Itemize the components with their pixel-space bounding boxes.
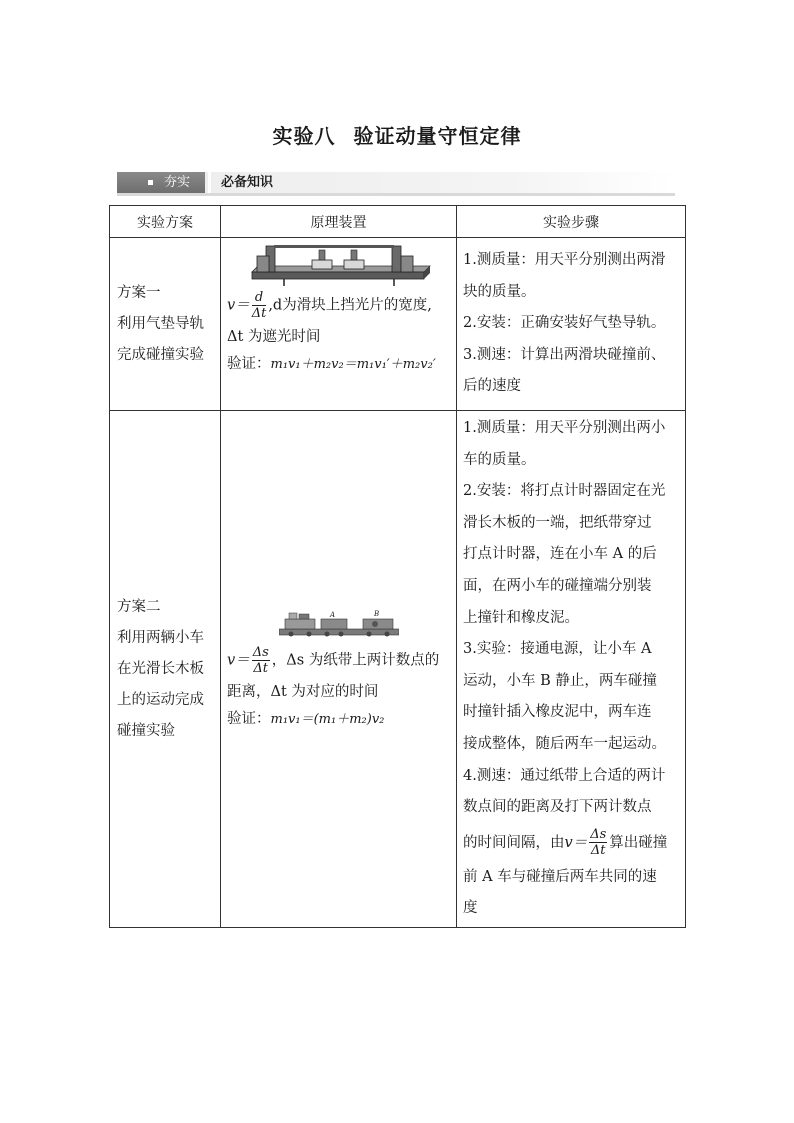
step-line: 面，在两小车的碰撞端分别装 — [463, 578, 652, 595]
step-line: 2.安装：正确安装好气垫导轨。 — [463, 315, 666, 332]
title-part1: 实验八 — [272, 124, 336, 148]
fraction-numerator: Δs — [590, 827, 607, 843]
scheme-cell — [110, 238, 221, 411]
scheme-desc-line: 利用气垫导轨 — [117, 315, 204, 332]
step-line: 块的质量。 — [463, 283, 536, 300]
steps-cell — [457, 238, 686, 411]
section-tag — [117, 172, 205, 193]
step-line: 3.测速：计算出两滑块碰撞前、 — [463, 346, 666, 363]
fraction — [589, 827, 607, 858]
header-steps: 实验步骤 — [457, 206, 686, 238]
step-line: 1.测质量：用天平分别测出两小 — [463, 420, 666, 437]
formula-lhs: v＝ — [564, 834, 588, 851]
fraction-denominator: Δt — [251, 306, 267, 321]
verify-label: 验证： — [227, 710, 271, 727]
velocity-formula — [221, 290, 456, 322]
header-principle: 原理装置 — [221, 206, 457, 238]
air-track-diagram — [244, 238, 434, 290]
fraction-denominator: Δt — [590, 843, 606, 859]
scheme-desc-line: 利用两辆小车 — [117, 629, 204, 646]
verify-formula — [221, 708, 456, 731]
table-row — [110, 238, 686, 411]
step-line: 车的质量。 — [463, 451, 536, 468]
velocity-formula — [221, 645, 456, 677]
step-line: 上撞针和橡皮泥。 — [463, 609, 579, 626]
verify-formula — [221, 353, 456, 376]
square-bullet-icon — [148, 180, 153, 185]
step-line: 1.测质量：用天平分别测出两滑 — [463, 252, 666, 269]
cart-a-label: A — [329, 611, 335, 620]
scheme-desc-line: 在光滑长木板 — [117, 660, 204, 677]
title-part2: 验证动量守恒定律 — [353, 124, 522, 148]
principle-cell — [221, 411, 457, 928]
step-line: 4.测速：通过纸带上合适的两计 — [463, 767, 666, 784]
fraction — [252, 645, 270, 676]
step-line: 数点间的距离及打下两计数点 — [463, 799, 652, 816]
formula-description: ,d为滑块上挡光片的宽度, — [268, 297, 432, 314]
step-line: 后的速度 — [463, 378, 521, 395]
verify-expression: m₁v₁＝(m₁＋m₂)v₂ — [270, 711, 385, 727]
step-formula-post: 算出碰撞 — [609, 834, 668, 851]
scheme-desc-line: 完成碰撞实验 — [117, 346, 204, 363]
scheme-name: 方案二 — [117, 598, 161, 615]
table-row — [110, 411, 686, 928]
section-header — [117, 172, 675, 196]
formula-description: ，Δs 为纸带上两计数点的 — [271, 652, 440, 669]
verify-label: 验证： — [227, 355, 271, 372]
formula-description-line: 距离，Δt 为对应的时间 — [227, 683, 379, 700]
principle-cell — [221, 238, 457, 411]
steps-cell — [457, 411, 686, 928]
step-line: 运动，小车 B 静止，两车碰撞 — [463, 672, 657, 689]
carts-diagram — [279, 607, 399, 641]
formula-lhs: v＝ — [227, 297, 250, 314]
section-divider — [208, 172, 211, 193]
scheme-desc-line: 碰撞实验 — [117, 722, 175, 739]
formula-lhs: v＝ — [227, 652, 250, 669]
table-header-row — [110, 206, 686, 238]
cart-b-label: B — [373, 610, 379, 619]
step-line: 3.实验：接通电源，让小车 A — [463, 641, 652, 658]
fraction-numerator: d — [252, 290, 267, 306]
formula-description-line: Δt 为遮光时间 — [227, 328, 321, 345]
step-line: 打点计时器，连在小车 A 的后 — [463, 546, 657, 563]
step-formula-pre: 的时间间隔，由 — [463, 834, 565, 851]
experiment-table — [109, 205, 686, 928]
step-line: 滑长木板的一端，把纸带穿过 — [463, 514, 652, 531]
step-line: 前 A 车与碰撞后两车共同的速 — [463, 868, 657, 885]
page-title — [0, 120, 794, 149]
verify-expression: m₁v₁＋m₂v₂＝m₁v₁′＋m₂v₂′ — [270, 356, 436, 372]
scheme-desc-line: 上的运动完成 — [117, 691, 204, 708]
step-line: 接成整体，随后两车一起运动。 — [463, 735, 666, 752]
step-line: 2.安装：将打点计时器固定在光 — [463, 483, 666, 500]
step-line: 时撞针插入橡皮泥中，两车连 — [463, 704, 652, 721]
step-line: 度 — [463, 900, 478, 917]
header-scheme: 实验方案 — [110, 206, 221, 238]
scheme-name: 方案一 — [117, 284, 161, 301]
section-tag-label: 夯实 — [164, 175, 191, 190]
scheme-cell — [110, 411, 221, 928]
section-title: 必备知识 — [221, 175, 274, 190]
step-formula-line — [457, 824, 685, 862]
fraction-denominator: Δt — [253, 661, 269, 677]
fraction — [252, 290, 267, 321]
fraction-numerator: Δs — [252, 645, 269, 661]
